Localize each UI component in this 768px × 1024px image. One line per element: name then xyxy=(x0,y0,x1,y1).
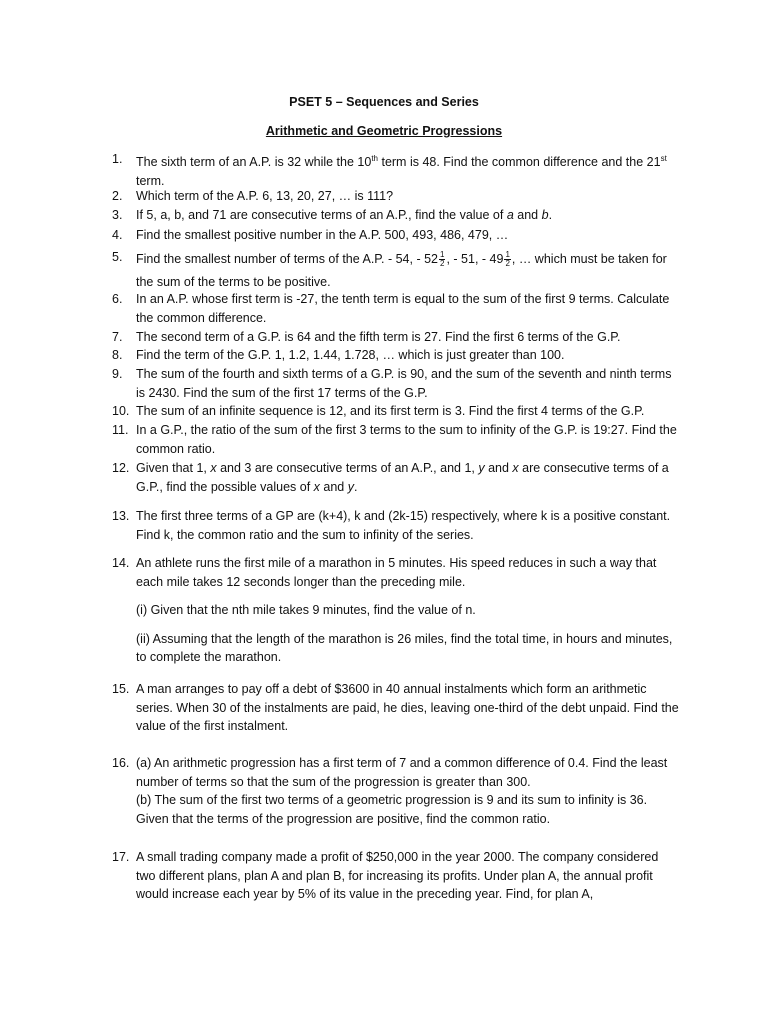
question-number: 16. xyxy=(112,756,130,770)
question-number: 4. xyxy=(112,228,123,242)
fraction-half: $\frac{1}{2}$ xyxy=(440,250,445,269)
question-text: Which term of the A.P. 6, 13, 20, 27, … is 111? xyxy=(136,189,394,203)
question-text xyxy=(136,754,680,828)
question-text: A small trading company made a profit of $250,000 in the year 2000. The company considered two different plans, plan A and plan B, for increasing its profits. Under plan A, the annual profit would increase each year by 5% of its value in the preceding year. Find, for plan A, xyxy=(136,850,659,901)
question-number: 9. xyxy=(112,367,123,381)
question-text: The sum of an infinite sequence is 12, and its first term is 3. Find the first 4 terms of the G.P. xyxy=(136,404,645,418)
question-number: 5. xyxy=(112,250,123,264)
question-text: In a G.P., the ratio of the sum of the first 3 terms to the sum to infinity of the G.P. is 19:27. Find the common ratio. xyxy=(136,423,677,456)
question-number: 13. xyxy=(112,509,130,523)
question-number: 8. xyxy=(112,348,123,362)
fraction-half: $\frac{1}{2}$ xyxy=(505,250,510,269)
question-part-a: (a) An arithmetic progression has a first term of 7 and a common difference of 0.4. Find the least number of terms so that the sum of the progression is greater than 300. xyxy=(136,756,668,789)
document-title: PSET 5 – Sequences and Series xyxy=(289,95,479,109)
document-subtitle: Arithmetic and Geometric Progressions xyxy=(265,124,503,138)
question-number: 17. xyxy=(112,850,130,864)
question-text: If 5, a, b, and 71 are consecutive terms of an A.P., find the value of a and b. xyxy=(136,208,553,222)
question-text: The first three terms of a GP are (k+4), k and (2k-15) respectively, where k is a positive constant. Find k, the common ratio and the sum to infinity of the series. xyxy=(136,509,671,542)
question-number: 11. xyxy=(112,423,129,437)
question-number: 14. xyxy=(112,556,130,570)
question-number: 10. xyxy=(112,404,130,418)
question-text: The second term of a G.P. is 64 and the fifth term is 27. Find the first 6 terms of the G.P. xyxy=(136,330,621,344)
question-number: 7. xyxy=(112,330,123,344)
question-text: Find the smallest positive number in the A.P. 500, 493, 486, 479, … xyxy=(136,228,509,242)
question-number: 12. xyxy=(112,461,130,475)
question-text: The sixth term of an A.P. is 32 while the 10th term is 48. Find the common difference and the 21st term. xyxy=(136,154,667,188)
question-number: 15. xyxy=(112,682,130,696)
question-text xyxy=(136,554,680,667)
question-text: The sum of the fourth and sixth terms of a G.P. is 90, and the sum of the seventh and ninth terms is 2430. Find the sum of the first 17 terms of the G.P. xyxy=(136,367,672,400)
question-part-i: (i) Given that the nth mile takes 9 minutes, find the value of n. xyxy=(136,603,476,617)
question-number: 6. xyxy=(112,292,123,306)
question-text: Find the term of the G.P. 1, 1.2, 1.44, 1.728, … which is just greater than 100. xyxy=(136,348,565,362)
question-part-b: (b) The sum of the first two terms of a geometric progression is 9 and its sum to infinity is 36. Given that the terms of the progression are positive, find the common ratio. xyxy=(136,793,648,826)
question-main-text: An athlete runs the first mile of a marathon in 5 minutes. His speed reduces in such a way that each mile takes 12 seconds longer than the preceding mile. xyxy=(136,556,657,589)
question-text: Given that 1, x and 3 are consecutive terms of an A.P., and 1, y and x are consecutive terms of a G.P., find the possible values of x and y. xyxy=(136,461,669,494)
question-text: In an A.P. whose first term is -27, the tenth term is equal to the sum of the first 9 terms. Calculate the common difference. xyxy=(136,292,670,325)
question-text: A man arranges to pay off a debt of $3600 in 40 annual instalments which form an arithmetic series. When 30 of the instalments are paid, he dies, leaving one-third of the debt unpaid. Find the value of the first instalment. xyxy=(136,682,679,733)
question-number: 1. xyxy=(112,152,123,166)
question-part-ii: (ii) Assuming that the length of the marathon is 26 miles, find the total time, in hours and minutes, to complete the marathon. xyxy=(136,631,673,664)
question-number: 3. xyxy=(112,208,123,222)
question-number: 2. xyxy=(112,189,123,203)
question-text: Find the smallest number of terms of the A.P. - 54, - 52 $\frac{1}{2}$ , - 51, - 49 $\frac{1}{2}$ , … which must be taken for the sum of the terms to be positive. xyxy=(136,250,667,289)
